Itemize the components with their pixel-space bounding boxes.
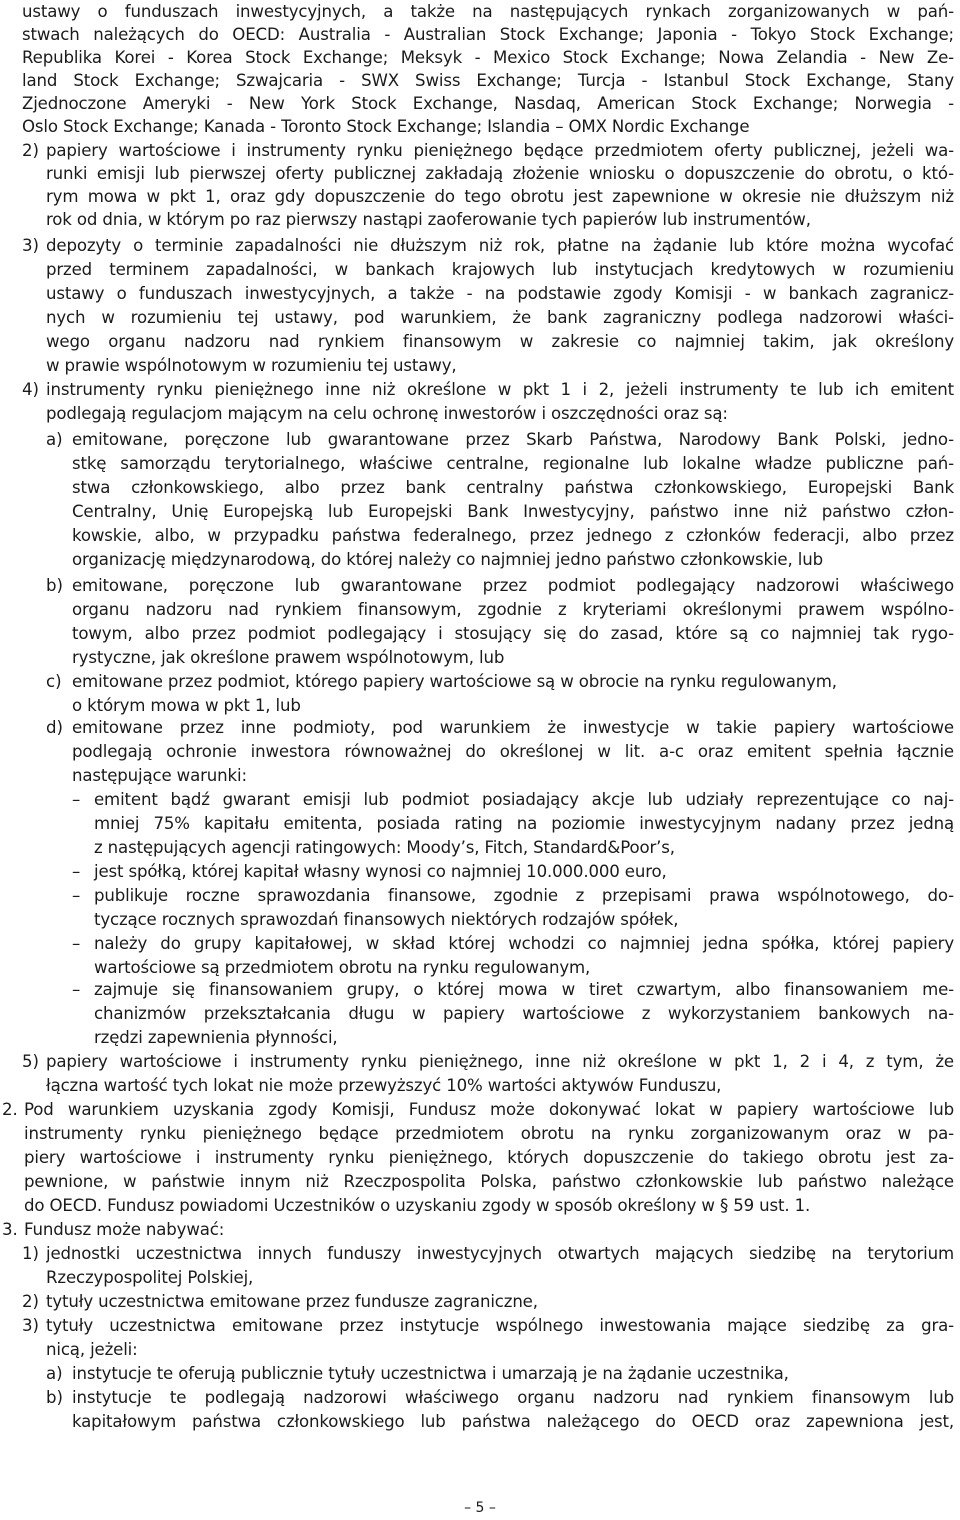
- text-line: mniej 75% kapitału emitenta, posiada rating na poziomie inwestycyjnym nadany przez jedną: [94, 814, 954, 833]
- text-line: należy do grupy kapitałowej, w skład której wchodzi co najmniej jedna spółka, której papiery: [94, 934, 954, 953]
- text-line: land Stock Exchange; Szwajcaria - SWX Swiss Exchange; Turcja - Istanbul Stock Exchange, Stany: [22, 71, 954, 90]
- text-line: w prawie wspólnotowym w rozumieniu tej ustawy,: [46, 356, 457, 375]
- text-line: wartościowe są przedmiotem obrotu na rynku regulowanym,: [94, 958, 591, 977]
- text-line: Centralny, Unię Europejską lub Europejski Bank Inwestycyjny, państwo inne niż państwo człon-: [72, 502, 954, 521]
- text-line: rym mowa w pkt 1, oraz gdy dopuszczenie do tego obrotu jest zapewnione w okresie nie dłuższym niż: [46, 187, 954, 206]
- text-line: instrumenty rynku pieniężnego będące przedmiotem obrotu na rynku zorganizowanym oraz w pa-: [24, 1124, 954, 1143]
- text-line: emitowane, poręczone lub gwarantowane przez Skarb Państwa, Narodowy Bank Polski, jedno-: [72, 430, 954, 449]
- text-line: nych w rozumieniu tej ustawy, pod warunkiem, że bank zagraniczny podlega nadzorowi właści-: [46, 308, 954, 327]
- text-line: piery wartościowe i instrumenty rynku pieniężnego, których dopuszczenie do takiego obrotu jest za-: [24, 1148, 954, 1167]
- text-line: Zjednoczone Ameryki - New York Stock Exchange, Nasdaq, American Stock Exchange; Norwegia -: [22, 94, 954, 113]
- text-line: Fundusz może nabywać:: [24, 1220, 225, 1239]
- text-line: stwach należących do OECD: Australia - Australian Stock Exchange; Japonia - Tokyo Stock Exchange;: [22, 25, 954, 44]
- list-marker: 5): [22, 1052, 40, 1071]
- text-line: rok od dnia, w którym po raz pierwszy nastąpi zaoferowanie tych papierów lub instrumentów,: [46, 210, 811, 229]
- list-marker: a): [46, 1364, 63, 1383]
- dash-marker: –: [72, 980, 81, 999]
- footer-dash-right: –: [484, 1500, 496, 1516]
- text-line: instytucje te oferują publicznie tytuły uczestnictwa i umarzają je na żądanie uczestnika,: [72, 1364, 789, 1383]
- text-line: jednostki uczestnictwa innych funduszy inwestycyjnych otwartych mających siedzibę na terytorium: [46, 1244, 954, 1263]
- dash-marker: –: [72, 934, 81, 953]
- text-line: zajmuje się finansowaniem grupy, o której mowa w tiret czwartym, albo finansowaniem me-: [94, 980, 954, 999]
- dash-marker: –: [72, 886, 81, 905]
- footer-dash-left: –: [464, 1500, 476, 1516]
- text-line: papiery wartościowe i instrumenty rynku pieniężnego będące przedmiotem oferty publicznej, jeżeli wa-: [46, 141, 954, 160]
- text-line: stwa członkowskiego, albo przez bank centralny państwa członkowskiego, Europejski Bank: [72, 478, 954, 497]
- text-line: Pod warunkiem uzyskania zgody Komisji, Fundusz może dokonywać lokat w papiery wartościowe lub: [24, 1100, 954, 1119]
- list-marker: b): [46, 1388, 64, 1407]
- text-line: przed terminem zapadalności, w bankach krajowych lub instytucjach kredytowych w rozumieniu: [46, 260, 954, 279]
- text-line: towym, albo przez podmiot podlegający i stosujący się do zasad, które są co najmniej tak rygo-: [72, 624, 954, 643]
- text-line: instytucje te podlegają nadzorowi właściwego organu nadzoru nad rynkiem finansowym lub: [72, 1388, 954, 1407]
- list-marker: 2): [22, 141, 40, 160]
- text-line: rystyczne, jak określone prawem wspólnotowym, lub: [72, 648, 505, 667]
- text-line: łączna wartość tych lokat nie może przewyższyć 10% wartości aktywów Funduszu,: [46, 1076, 722, 1095]
- list-marker: b): [46, 576, 64, 595]
- text-line: ustawy o funduszach inwestycyjnych, a także na następujących rynkach zorganizowanych w pań-: [22, 2, 954, 21]
- list-marker: d): [46, 718, 64, 737]
- text-line: z następujących agencji ratingowych: Moody’s, Fitch, Standard&Poor’s,: [94, 838, 675, 857]
- text-line: chanizmów przekształcania długu w papiery wartościowe z wykorzystaniem bankowych na-: [94, 1004, 954, 1023]
- text-line: emitent bądź gwarant emisji lub podmiot posiadający akcje lub udziały reprezentujące co naj-: [94, 790, 954, 809]
- text-line: następujące warunki:: [72, 766, 247, 785]
- list-marker: 3): [22, 236, 40, 255]
- text-line: nicą, jeżeli:: [46, 1340, 138, 1359]
- text-line: podlegają regulacjom mającym na celu ochronę inwestorów i oszczędności oraz są:: [46, 404, 728, 423]
- text-line: podlegają ochronie inwestora równoważnej do określonej w lit. a-c oraz emitent spełnia łącznie: [72, 742, 954, 761]
- text-line: wego organu nadzoru nad rynkiem finansowym w zakresie co najmniej takim, jak określony: [46, 332, 954, 351]
- text-line: organizację międzynarodową, do której należy co najmniej jedno państwo członkowskie, lub: [72, 550, 823, 569]
- page-number: 5: [475, 1500, 485, 1516]
- list-marker: 4): [22, 380, 40, 399]
- text-line: tytuły uczestnictwa emitowane przez fundusze zagraniczne,: [46, 1292, 538, 1311]
- text-line: Rzeczypospolitej Polskiej,: [46, 1268, 254, 1287]
- list-marker: 2): [22, 1292, 40, 1311]
- text-line: tytuły uczestnictwa emitowane przez instytucje wspólnego inwestowania mające siedzibę za gra-: [46, 1316, 954, 1335]
- text-line: ustawy o funduszach inwestycyjnych, a także - na podstawie zgody Komisji - w bankach zagranicz-: [46, 284, 954, 303]
- text-line: stkę samorządu terytorialnego, właściwe centralne, regionalne lub lokalne władze publiczne pań-: [72, 454, 954, 473]
- text-line: rzędzi zapewnienia płynności,: [94, 1028, 338, 1047]
- dash-marker: –: [72, 862, 81, 881]
- text-line: o którym mowa w pkt 1, lub: [72, 696, 301, 715]
- text-line: pewnione, w państwie innym niż Rzeczpospolita Polska, państwo członkowskie lub państwo należące: [24, 1172, 954, 1191]
- text-line: do OECD. Fundusz powiadomi Uczestników o uzyskaniu zgody w sposób określony w § 59 ust. 1.: [24, 1196, 811, 1215]
- text-line: kowskie, albo, w przypadku państwa federalnego, przez jednego z członków federacji, albo przez: [72, 526, 954, 545]
- text-line: runki emisji lub pierwszej oferty publicznej zakładają złożenie wniosku o dopuszczenie do obrotu, o któ-: [46, 164, 954, 183]
- dash-marker: –: [72, 790, 81, 809]
- list-marker: 3): [22, 1316, 40, 1335]
- page-footer: [0, 1498, 960, 1518]
- text-line: papiery wartościowe i instrumenty rynku pieniężnego, inne niż określone w pkt 1, 2 i 4, z tym, że: [46, 1052, 954, 1071]
- text-line: organu nadzoru nad rynkiem finansowym, zgodnie z kryteriami określonymi prawem wspólno-: [72, 600, 954, 619]
- text-line: emitowane, poręczone lub gwarantowane przez podmiot podlegający nadzorowi właściwego: [72, 576, 954, 595]
- section-marker: 2.: [2, 1100, 18, 1119]
- list-marker: a): [46, 430, 63, 449]
- list-marker: c): [46, 672, 62, 691]
- text-line: jest spółką, której kapitał własny wynosi co najmniej 10.000.000 euro,: [94, 862, 667, 881]
- text-line: instrumenty rynku pieniężnego inne niż określone w pkt 1 i 2, jeżeli instrumenty te lub ich emitent: [46, 380, 954, 399]
- text-line: Republika Korei - Korea Stock Exchange; Meksyk - Mexico Stock Exchange; Nowa Zelandia - New Ze-: [22, 48, 954, 67]
- text-line: Oslo Stock Exchange; Kanada - Toronto Stock Exchange; Islandia – OMX Nordic Exchange: [22, 117, 750, 136]
- list-marker: 1): [22, 1244, 40, 1263]
- text-line: depozyty o terminie zapadalności nie dłuższym niż rok, płatne na żądanie lub które można wycofać: [46, 236, 954, 255]
- text-line: kapitałowym państwa członkowskiego lub państwa należącego do OECD oraz zapewniona jest,: [72, 1412, 954, 1431]
- text-line: emitowane przez podmiot, którego papiery wartościowe są w obrocie na rynku regulowanym,: [72, 672, 837, 691]
- text-line: tyczące rocznych sprawozdań finansowych niektórych rodzajów spółek,: [94, 910, 679, 929]
- section-marker: 3.: [2, 1220, 18, 1239]
- text-line: publikuje roczne sprawozdania finansowe, zgodnie z przepisami prawa wspólnotowego, do-: [94, 886, 954, 905]
- text-line: emitowane przez inne podmioty, pod warunkiem że inwestycje w takie papiery wartościowe: [72, 718, 954, 737]
